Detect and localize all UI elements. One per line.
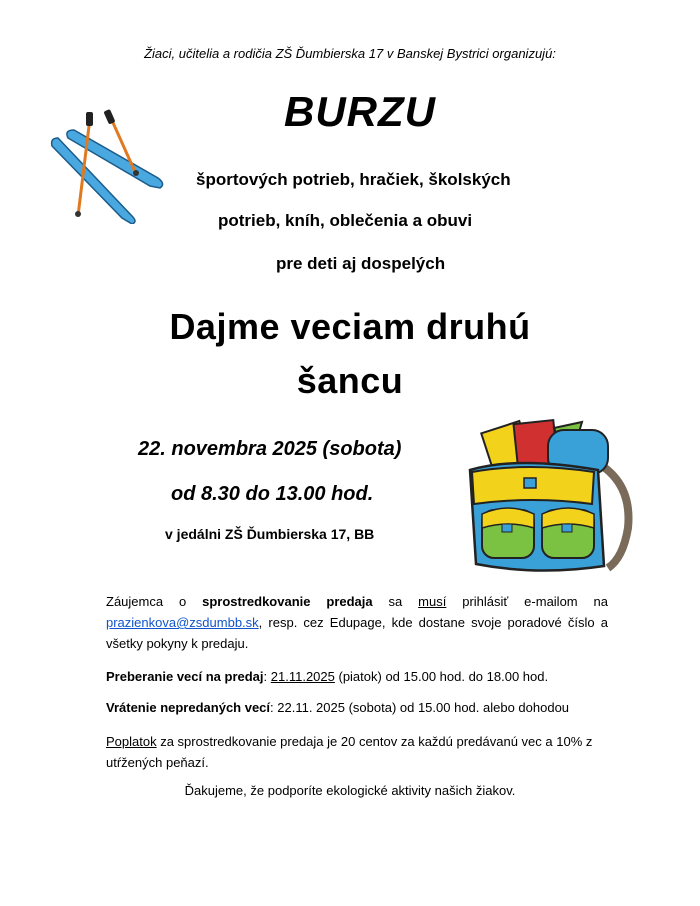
p1-text-a: Záujemca o xyxy=(106,594,203,609)
intro-text: Žiaci, učitelia a rodičia ZŠ Ďumbierska 17 v Banskej Bystrici organizujú: xyxy=(144,46,556,61)
receive-sep: : xyxy=(263,669,271,684)
thanks-text: Ďakujeme, že podporíte ekologické aktivity našich žiakov. xyxy=(184,783,516,798)
event-date: 22. novembra 2025 (sobota) xyxy=(138,438,402,460)
receive-rest: (piatok) od 15.00 hod. do 18.00 hod. xyxy=(334,669,549,684)
receive-label: Preberanie vecí na predaj xyxy=(106,669,264,684)
fee-label: Poplatok xyxy=(106,734,157,749)
registration-paragraph xyxy=(106,591,608,654)
receive-items-line xyxy=(106,666,608,687)
subtitle-line-3: pre deti aj dospelých xyxy=(276,254,446,273)
receive-date: 21.11.2025 xyxy=(270,669,335,684)
p1-text-e: prihlásiť e-mailom na xyxy=(446,594,608,609)
event-place: v jedálni ZŠ Ďumbierska 17, BB xyxy=(165,526,375,542)
slogan xyxy=(0,300,700,408)
return-items-line xyxy=(106,697,608,718)
slogan-line-2: šancu xyxy=(296,360,404,401)
p1-text-b: sprostredkovanie predaja xyxy=(202,594,373,609)
subtitle-line-1: športových potrieb, hračiek, školských xyxy=(196,170,511,189)
fee-rest: za sprostredkovanie predaja je 20 centov za každú predávanú vec a 10% z utŕžených peňazí. xyxy=(106,734,593,770)
return-label: Vrátenie nepredaných vecí xyxy=(106,700,271,715)
email-link[interactable]: prazienkova@zsdumbb.sk xyxy=(106,615,259,630)
event-time: od 8.30 do 13.00 hod. xyxy=(171,483,374,505)
p1-text-c: sa xyxy=(372,594,419,609)
school-backpack-icon xyxy=(458,418,638,578)
return-rest: : 22.11. 2025 (sobota) od 15.00 hod. alebo dohodou xyxy=(270,700,570,715)
p1-text-f: , resp. cez Edupage, kde dostane svoje poradové číslo a všetky pokyny k predaju. xyxy=(106,615,608,651)
fee-paragraph xyxy=(106,731,608,773)
p1-text-d: musí xyxy=(418,594,447,609)
subtitle-line-2: potrieb, kníh, oblečenia a obuvi xyxy=(218,211,473,230)
slogan-line-1: Dajme veciam druhú xyxy=(169,306,531,347)
page-title: BURZU xyxy=(284,88,436,135)
